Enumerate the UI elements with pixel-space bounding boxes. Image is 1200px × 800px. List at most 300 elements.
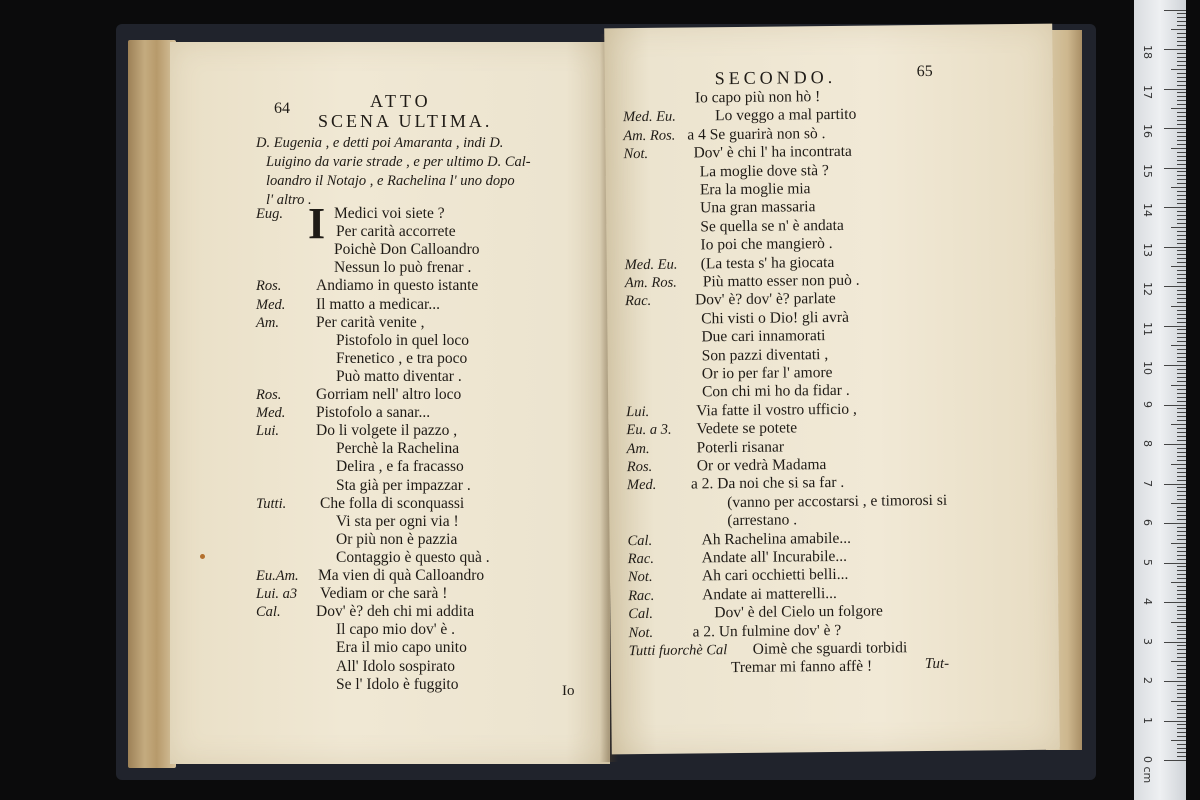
ruler-tick xyxy=(1177,594,1186,595)
ruler-tick xyxy=(1177,744,1186,745)
verse-line xyxy=(170,440,610,459)
verse-text: Frenetico , e tra poco xyxy=(336,349,468,367)
ruler-tick xyxy=(1171,464,1186,465)
ruler-tick xyxy=(1177,65,1186,66)
ruler-tick xyxy=(1177,673,1186,674)
verse-line xyxy=(170,314,610,333)
verse-text: Era il mio capo unito xyxy=(336,639,467,657)
ruler-tick xyxy=(1177,440,1186,441)
ruler-tick xyxy=(1177,389,1186,390)
ruler-tick xyxy=(1171,503,1186,504)
speaker-label: Lui. a3 xyxy=(256,586,298,603)
stage-direction-line: D. Eugenia , e detti poi Amaranta , indi D. xyxy=(256,135,504,151)
ruler-tick xyxy=(1177,381,1186,382)
ruler-tick xyxy=(1177,724,1186,725)
ruler-label: 15 xyxy=(1141,163,1154,178)
verse-text: La moglie dove stà ? xyxy=(699,161,829,180)
ruler-tick xyxy=(1177,116,1186,117)
ruler-tick xyxy=(1177,100,1186,101)
verse-text: Pistofolo a sanar... xyxy=(316,404,431,422)
ruler-label: 18 xyxy=(1141,45,1154,59)
speaker-label: Am. Ros. xyxy=(623,127,676,144)
drop-cap: I xyxy=(308,199,326,248)
verse-text: Medici voi siete ? xyxy=(334,205,445,222)
verse-line xyxy=(170,567,610,586)
ruler-tick xyxy=(1171,148,1186,149)
ruler-tick xyxy=(1177,697,1186,698)
ruler-tick xyxy=(1177,349,1186,350)
ruler-tick xyxy=(1171,108,1186,109)
ruler-tick xyxy=(1177,452,1186,453)
ruler-tick xyxy=(1177,302,1186,303)
ruler-tick xyxy=(1177,282,1186,283)
ruler-tick xyxy=(1177,397,1186,398)
ruler-tick xyxy=(1164,168,1186,169)
verse-text: Per carità accorrete xyxy=(336,223,456,241)
verse-text: Pistofolo in quel loco xyxy=(336,331,470,349)
verse-text: Via fatte il vostro ufficio , xyxy=(696,400,857,420)
verse-text: Tremar mi fanno affè ! xyxy=(730,657,873,677)
ruler-tick xyxy=(1171,227,1186,228)
ruler-tick xyxy=(1177,203,1186,204)
verse-text: Poterli risanar xyxy=(696,438,785,457)
verse-text: Or or vedrà Madama xyxy=(696,456,827,475)
ruler-tick xyxy=(1177,472,1186,473)
ruler-label: 11 xyxy=(1141,321,1154,336)
verse-text: Dov' è? deh chi mi addita xyxy=(316,603,475,621)
ruler-tick xyxy=(1177,519,1186,520)
ruler-tick xyxy=(1177,231,1186,232)
ruler-tick xyxy=(1177,709,1186,710)
speaker-label: Med. Eu. xyxy=(623,109,676,126)
ruler-tick xyxy=(1164,602,1186,603)
verse-text: Perchè la Rachelina xyxy=(336,440,460,458)
ruler-tick xyxy=(1177,314,1186,315)
verse-text: Ah Rachelina amabile... xyxy=(701,529,852,548)
ruler-tick xyxy=(1177,416,1186,417)
ruler-tick xyxy=(1177,476,1186,477)
ruler-tick xyxy=(1177,590,1186,591)
ruler-tick xyxy=(1177,136,1186,137)
verse-text: Io capo più non hò ! xyxy=(694,88,821,107)
ruler-tick xyxy=(1177,329,1186,330)
ruler-tick xyxy=(1177,183,1186,184)
ruler-tick xyxy=(1177,239,1186,240)
ruler-tick xyxy=(1177,566,1186,567)
verse-line xyxy=(170,223,610,242)
ruler-tick xyxy=(1177,487,1186,488)
ruler-tick xyxy=(1164,760,1186,761)
speaker-label: Lui. xyxy=(256,423,279,440)
ruler-tick xyxy=(1177,353,1186,354)
ruler-tick xyxy=(1171,345,1186,346)
stage-direction-line: l' altro . xyxy=(266,192,312,208)
verse-line xyxy=(170,296,610,315)
ruler-tick xyxy=(1164,128,1186,129)
left-page-edges xyxy=(128,40,176,768)
speaker-label: Eug. xyxy=(256,206,283,222)
ruler-tick xyxy=(1177,634,1186,635)
verse-text: Andate ai matterelli... xyxy=(702,584,837,604)
verse-text: Dov' è chi l' ha incontrata xyxy=(693,142,852,162)
ruler-tick xyxy=(1177,693,1186,694)
right-catchword: Tut- xyxy=(924,655,950,673)
ruler-tick xyxy=(1177,448,1186,449)
ruler-tick xyxy=(1164,49,1186,50)
ruler-tick xyxy=(1177,337,1186,338)
ruler-tick xyxy=(1177,713,1186,714)
speaker-label: Rac. xyxy=(627,550,655,568)
ruler-tick xyxy=(1177,156,1186,157)
ruler-tick xyxy=(1171,424,1186,425)
speaker-label: Eu.Am. xyxy=(256,568,299,584)
speaker-label: Am. Ros. xyxy=(624,274,677,292)
verse-line xyxy=(170,658,610,677)
verse-line xyxy=(611,656,1059,680)
ruler-tick xyxy=(1177,539,1186,540)
ruler-tick xyxy=(1177,250,1186,251)
ruler-tick xyxy=(1177,531,1186,532)
ruler-tick xyxy=(1177,638,1186,639)
verse-text: Son pazzi diventati , xyxy=(701,345,829,364)
verse-text: a 2. Un fulmine dov' è ? xyxy=(692,621,842,641)
speaker-label: Rac. xyxy=(628,587,655,604)
ruler-tick xyxy=(1177,606,1186,607)
ruler-tick xyxy=(1177,310,1186,311)
ruler-tick xyxy=(1171,69,1186,70)
verse-text: Andate all' Incurabile... xyxy=(701,547,848,567)
ruler-tick xyxy=(1177,685,1186,686)
ruler-label: 14 xyxy=(1141,203,1154,217)
speaker-label: Ros. xyxy=(256,278,282,295)
verse-text: Io poi che mangierò . xyxy=(700,235,833,254)
ruler-tick xyxy=(1177,373,1186,374)
ruler-tick xyxy=(1164,642,1186,643)
ruler-tick xyxy=(1177,369,1186,370)
verse-line xyxy=(170,259,610,278)
ruler-tick xyxy=(1177,752,1186,753)
verse-text: Oimè che sguardi torbidi xyxy=(752,639,908,658)
verse-text: Ah cari occhietti belli... xyxy=(701,566,849,585)
verse-line xyxy=(170,368,610,387)
verse-text: Vedete se potete xyxy=(696,419,798,438)
ruler-tick xyxy=(1164,207,1186,208)
ruler-tick xyxy=(1177,211,1186,212)
ruler-tick xyxy=(1171,266,1186,267)
ruler-tick xyxy=(1177,45,1186,46)
verse-line xyxy=(170,495,610,514)
verse-text: Or io per far l' amore xyxy=(701,363,833,383)
ruler-tick xyxy=(1177,164,1186,165)
ruler-label: 1 xyxy=(1141,716,1154,724)
verse-text: Per carità venite , xyxy=(316,313,425,331)
left-running-head: ATTO xyxy=(370,91,432,111)
left-page xyxy=(170,42,610,764)
verse-text: Lo veggo a mal partito xyxy=(715,106,857,125)
ruler-tick xyxy=(1177,92,1186,93)
ruler-tick xyxy=(1177,96,1186,97)
ruler-label: 16 xyxy=(1141,124,1154,138)
ruler-tick xyxy=(1177,254,1186,255)
ruler-label: 3 xyxy=(1141,637,1154,645)
verse-text: Do li volgete il pazzo , xyxy=(316,422,458,440)
ruler-tick xyxy=(1177,144,1186,145)
speaker-label: Rac. xyxy=(624,293,652,310)
ruler-tick xyxy=(1177,294,1186,295)
ruler-tick xyxy=(1177,132,1186,133)
ruler-tick xyxy=(1164,286,1186,287)
ruler-tick xyxy=(1171,701,1186,702)
ruler-label: 13 xyxy=(1141,242,1154,257)
ruler-tick xyxy=(1177,140,1186,141)
verse-line xyxy=(170,404,610,423)
verse-line xyxy=(170,422,610,441)
ruler-tick xyxy=(1177,37,1186,38)
ruler-label: 17 xyxy=(1141,84,1154,99)
ruler-tick xyxy=(1177,393,1186,394)
ruler-tick xyxy=(1177,559,1186,560)
ruler-tick xyxy=(1171,306,1186,307)
verse-line xyxy=(170,549,610,568)
verse-line xyxy=(170,350,610,369)
ruler-tick xyxy=(1177,81,1186,82)
ruler-tick xyxy=(1177,258,1186,259)
ruler-tick xyxy=(1164,523,1186,524)
ruler-tick xyxy=(1177,645,1186,646)
ruler-tick xyxy=(1177,689,1186,690)
speaker-label: Med. xyxy=(256,296,286,313)
ruler-tick xyxy=(1171,661,1186,662)
ruler-tick xyxy=(1177,748,1186,749)
speaker-label: Tutti fuorchè Cal xyxy=(628,642,728,660)
ruler-tick xyxy=(1177,235,1186,236)
ruler-tick xyxy=(1177,511,1186,512)
ruler-tick xyxy=(1177,53,1186,54)
ruler-tick xyxy=(1177,290,1186,291)
ruler-tick xyxy=(1164,563,1186,564)
ruler-tick xyxy=(1177,13,1186,14)
verse-line xyxy=(170,585,610,604)
ruler-tick xyxy=(1164,10,1186,11)
ruler-tick xyxy=(1177,586,1186,587)
ruler-tick xyxy=(1177,736,1186,737)
ruler-label: 8 xyxy=(1141,440,1154,447)
ruler-tick xyxy=(1177,436,1186,437)
ruler-tick xyxy=(1177,274,1186,275)
paper-stain xyxy=(200,554,205,559)
ruler-tick xyxy=(1177,223,1186,224)
ruler-tick xyxy=(1177,649,1186,650)
ruler-tick xyxy=(1164,405,1186,406)
ruler-tick xyxy=(1164,89,1186,90)
ruler-tick xyxy=(1177,73,1186,74)
ruler-tick xyxy=(1177,677,1186,678)
stage-direction-line: Luigino da varie strade , e per ultimo D. Cal- xyxy=(266,154,531,170)
ruler-tick xyxy=(1177,491,1186,492)
verse-text: Se l' Idolo è fuggito xyxy=(336,675,459,693)
verse-text: All' Idolo sospirato xyxy=(336,657,456,675)
speaker-label: Med. Eu. xyxy=(624,256,678,273)
ruler-tick xyxy=(1177,717,1186,718)
speaker-label: Lui. xyxy=(626,403,650,420)
ruler-tick xyxy=(1177,278,1186,279)
ruler-tick xyxy=(1177,401,1186,402)
verse-text: Può matto diventar . xyxy=(336,367,462,385)
ruler-tick xyxy=(1177,570,1186,571)
speaker-label: Not. xyxy=(627,569,653,586)
speaker-label: Med. xyxy=(256,405,286,422)
speaker-label: Ros. xyxy=(256,387,282,403)
ruler-label: 4 xyxy=(1141,598,1154,605)
verse-text: Era la moglie mia xyxy=(699,180,811,199)
ruler-tick xyxy=(1177,341,1186,342)
ruler-tick xyxy=(1177,25,1186,26)
verse-line xyxy=(170,531,610,550)
scene-title: SCENA ULTIMA. xyxy=(318,111,493,131)
verse-line xyxy=(170,205,610,224)
ruler-tick xyxy=(1177,480,1186,481)
ruler-tick xyxy=(1177,657,1186,658)
verse-line xyxy=(170,277,610,296)
ruler-tick xyxy=(1177,428,1186,429)
ruler-tick xyxy=(1177,408,1186,409)
ruler-tick xyxy=(1177,412,1186,413)
verse-text: Andiamo in questo istante xyxy=(316,277,479,295)
ruler-tick xyxy=(1177,322,1186,323)
speaker-label: Eu. a 3. xyxy=(626,421,672,439)
left-catchword: Io xyxy=(562,683,575,699)
ruler-label: 9 xyxy=(1141,400,1154,408)
ruler-tick xyxy=(1177,377,1186,378)
ruler-tick xyxy=(1171,187,1186,188)
verse-text: Contaggio è questo quà . xyxy=(336,548,490,566)
ruler-tick xyxy=(1177,270,1186,271)
right-page-number: 65 xyxy=(916,62,933,81)
ruler-tick xyxy=(1177,262,1186,263)
verse-text: Vediam or che sarà ! xyxy=(320,585,448,603)
ruler-tick xyxy=(1177,215,1186,216)
ruler-tick xyxy=(1177,732,1186,733)
verse-text: (La testa s' ha giocata xyxy=(700,253,835,272)
ruler-tick xyxy=(1177,160,1186,161)
ruler-tick xyxy=(1177,77,1186,78)
ruler-tick xyxy=(1177,243,1186,244)
ruler-tick xyxy=(1177,705,1186,706)
ruler-tick xyxy=(1177,171,1186,172)
ruler-tick xyxy=(1177,468,1186,469)
ruler-tick xyxy=(1177,653,1186,654)
ruler-label: 2 xyxy=(1141,677,1154,684)
ruler-tick xyxy=(1177,57,1186,58)
verse-text: Il matto a medicar... xyxy=(316,295,440,313)
ruler-tick xyxy=(1177,195,1186,196)
speaker-label: Am. xyxy=(626,440,650,457)
ruler-tick xyxy=(1164,326,1186,327)
ruler-tick xyxy=(1177,33,1186,34)
speaker-label: Cal. xyxy=(628,606,654,623)
ruler-tick xyxy=(1177,456,1186,457)
ruler-label: 0 cm xyxy=(1141,756,1154,784)
speaker-label: Am. xyxy=(256,314,279,331)
speaker-label: Cal. xyxy=(256,604,281,621)
ruler-tick xyxy=(1177,120,1186,121)
ruler-tick xyxy=(1177,610,1186,611)
ruler-tick xyxy=(1177,152,1186,153)
verse-line xyxy=(170,386,610,405)
ruler-label: 10 xyxy=(1141,361,1154,375)
verse-text: Dov' è? dov' è? parlate xyxy=(694,290,836,309)
ruler-label: 5 xyxy=(1141,558,1154,566)
ruler-tick xyxy=(1177,298,1186,299)
ruler-tick xyxy=(1171,740,1186,741)
speaker-label: Med. xyxy=(626,477,657,494)
stage-direction-line: loandro il Notajo , e Rachelina l' uno dopo xyxy=(266,173,515,189)
ruler-tick xyxy=(1164,484,1186,485)
measuring-ruler xyxy=(1134,0,1186,800)
ruler-tick xyxy=(1177,728,1186,729)
ruler-tick xyxy=(1177,507,1186,508)
ruler-label: 12 xyxy=(1141,282,1154,296)
verse-text: Nessun lo può frenar . xyxy=(334,259,472,277)
ruler-tick xyxy=(1177,361,1186,362)
verse-text: Più matto esser non può . xyxy=(702,271,860,291)
ruler-tick xyxy=(1177,124,1186,125)
verse-text: (arrestano . xyxy=(727,511,798,530)
ruler-tick xyxy=(1177,175,1186,176)
ruler-tick xyxy=(1171,543,1186,544)
ruler-tick xyxy=(1177,179,1186,180)
left-page-number: 64 xyxy=(274,100,290,117)
ruler-tick xyxy=(1171,582,1186,583)
verse-text: (vanno per accostarsi , e timorosi si xyxy=(727,491,948,511)
ruler-tick xyxy=(1177,535,1186,536)
verse-line xyxy=(170,458,610,477)
ruler-tick xyxy=(1164,247,1186,248)
ruler-tick xyxy=(1177,21,1186,22)
ruler-tick xyxy=(1177,527,1186,528)
speaker-label: Ros. xyxy=(626,458,653,476)
ruler-tick xyxy=(1171,385,1186,386)
ruler-tick xyxy=(1177,17,1186,18)
ruler-tick xyxy=(1177,420,1186,421)
ruler-tick xyxy=(1177,555,1186,556)
verse-line xyxy=(170,332,610,351)
ruler-tick xyxy=(1164,721,1186,722)
ruler-tick xyxy=(1177,598,1186,599)
verse-line xyxy=(170,676,610,695)
ruler-tick xyxy=(1177,219,1186,220)
ruler-tick xyxy=(1177,41,1186,42)
ruler-tick xyxy=(1177,618,1186,619)
verse-text: Chi visti o Dio! gli avrà xyxy=(701,308,850,328)
ruler-tick xyxy=(1171,29,1186,30)
verse-text: a 2. Da noi che si sa far . xyxy=(690,474,845,493)
verse-text: Ma vien di quà Calloandro xyxy=(318,567,485,584)
ruler-tick xyxy=(1177,551,1186,552)
speaker-label: Not. xyxy=(628,624,654,641)
verse-line xyxy=(170,621,610,640)
right-running-head: SECONDO. xyxy=(714,66,837,89)
verse-text: Con chi mi ho da fidar . xyxy=(701,382,850,401)
verse-text: Due cari innamorati xyxy=(701,327,826,346)
speaker-label: Not. xyxy=(623,146,649,163)
verse-text: Or più non è pazzia xyxy=(336,530,458,548)
verse-text: Una gran massaria xyxy=(700,198,816,217)
ruler-tick xyxy=(1177,630,1186,631)
verse-text: Delira , e fa fracasso xyxy=(336,458,464,476)
speaker-label: Cal. xyxy=(627,532,653,549)
ruler-tick xyxy=(1164,444,1186,445)
